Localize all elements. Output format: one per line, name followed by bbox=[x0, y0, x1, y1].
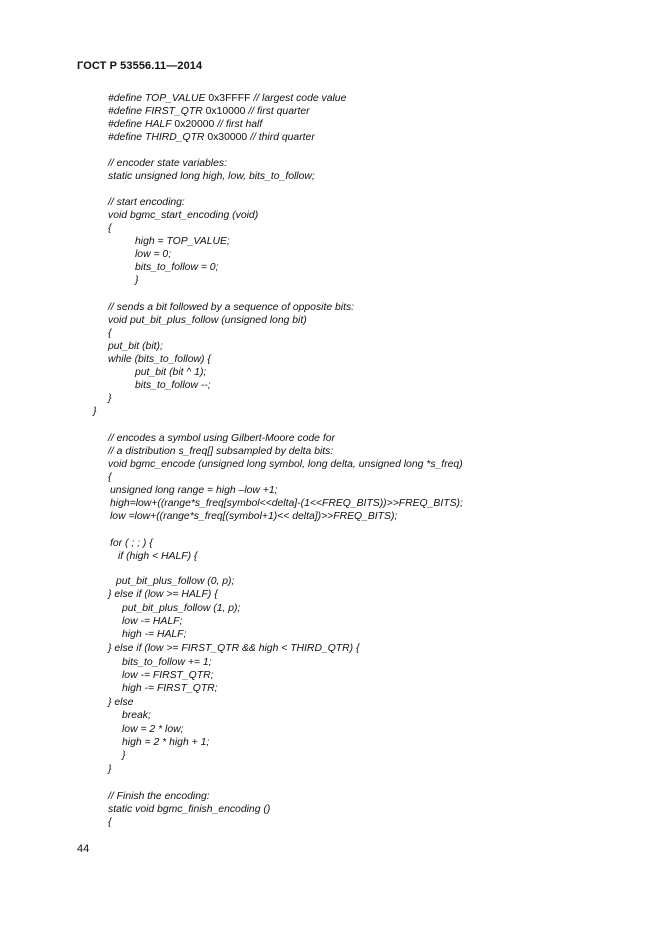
code-line bbox=[108, 327, 111, 340]
code-line bbox=[108, 763, 111, 776]
code-segment: void bgmc_encode (unsigned long symbol, long delta, unsigned long *s_freq) bbox=[108, 459, 463, 470]
code-line bbox=[116, 575, 234, 588]
code-line bbox=[122, 628, 186, 641]
code-line bbox=[122, 669, 214, 682]
code-line bbox=[110, 537, 153, 550]
code-line bbox=[108, 790, 210, 803]
code-line bbox=[122, 656, 212, 669]
code-segment: put_bit (bit); bbox=[108, 341, 163, 352]
code-segment: low -= FIRST_QTR; bbox=[122, 670, 214, 681]
code-segment: // largest code value bbox=[253, 93, 347, 104]
code-segment: // first quarter bbox=[248, 106, 310, 117]
code-segment: high -= FIRST_QTR; bbox=[122, 683, 218, 694]
code-segment: bits_to_follow += 1; bbox=[122, 657, 212, 668]
code-line bbox=[108, 432, 335, 445]
code-segment: 0x30000 bbox=[204, 132, 251, 143]
code-segment: // encodes a symbol using Gilbert-Moore code for bbox=[108, 433, 335, 444]
code-line bbox=[108, 196, 185, 209]
code-line bbox=[135, 248, 171, 261]
code-line bbox=[122, 723, 184, 736]
code-line bbox=[118, 550, 197, 563]
code-line bbox=[108, 118, 262, 131]
code-line bbox=[108, 157, 227, 170]
code-segment: static void bgmc_finish_encoding () bbox=[108, 804, 271, 815]
code-line bbox=[135, 261, 218, 274]
page-number: 44 bbox=[77, 843, 90, 855]
code-segment: low = 0; bbox=[135, 249, 172, 260]
code-segment: break; bbox=[122, 710, 151, 721]
code-line bbox=[108, 696, 133, 709]
code-segment: low -= HALF; bbox=[122, 616, 183, 627]
code-segment: high = 2 * high + 1; bbox=[122, 737, 210, 748]
code-line bbox=[122, 615, 182, 628]
code-segment: // a distribution s_freq[] subsampled by delta bits: bbox=[108, 446, 334, 457]
code-segment: while (bits_to_follow) { bbox=[108, 354, 211, 365]
code-segment: 0x20000 bbox=[171, 119, 218, 130]
code-segment: static unsigned long high, low, bits_to_follow; bbox=[108, 171, 315, 182]
code-segment: // encoder state variables: bbox=[108, 158, 227, 169]
code-line bbox=[108, 803, 270, 816]
code-line bbox=[108, 301, 354, 314]
code-segment: bits_to_follow --; bbox=[135, 380, 211, 391]
code-line bbox=[135, 274, 138, 287]
code-segment: low =low+((range*s_freq[(symbol+1)<< delta])>>FREQ_BITS); bbox=[110, 511, 398, 522]
code-segment: if (high < HALF) { bbox=[118, 551, 198, 562]
code-line bbox=[110, 510, 397, 523]
code-segment: #define bbox=[108, 93, 145, 104]
code-line bbox=[122, 749, 125, 762]
code-segment: } bbox=[135, 275, 139, 286]
code-segment: high=low+((range*s_freq[symbol<<delta]-(1<<FREQ_BITS))>>FREQ_BITS); bbox=[110, 498, 463, 509]
code-segment: put_bit (bit ^ 1); bbox=[135, 367, 207, 378]
code-segment: for ( ; ; ) { bbox=[110, 538, 153, 549]
code-segment: } bbox=[108, 393, 112, 404]
code-line bbox=[108, 816, 111, 829]
code-segment: // sends a bit followed by a sequence of opposite bits: bbox=[108, 302, 355, 313]
code-segment: #define THIRD_QTR bbox=[108, 132, 205, 143]
code-line bbox=[135, 235, 230, 248]
code-segment: } else bbox=[108, 697, 134, 708]
code-segment: low = 2 * low; bbox=[122, 724, 184, 735]
code-line bbox=[135, 366, 206, 379]
code-line bbox=[108, 131, 315, 144]
code-line bbox=[110, 484, 278, 497]
code-line bbox=[108, 209, 258, 222]
code-line bbox=[108, 314, 307, 327]
code-segment: TOP_VALUE bbox=[144, 93, 206, 104]
code-line bbox=[135, 379, 211, 392]
code-segment: { bbox=[108, 472, 112, 483]
code-segment: // first half bbox=[217, 119, 263, 130]
code-line bbox=[108, 170, 315, 183]
code-segment: void put_bit_plus_follow (unsigned long bit) bbox=[108, 315, 307, 326]
code-segment: #define FIRST_QTR bbox=[108, 106, 203, 117]
code-line bbox=[108, 92, 346, 105]
code-segment: #define HALF bbox=[108, 119, 172, 130]
code-segment: { bbox=[108, 223, 112, 234]
code-segment: } bbox=[93, 406, 97, 417]
code-line bbox=[122, 736, 209, 749]
code-segment: 0x3FFFF bbox=[205, 93, 254, 104]
code-segment: } else if (low >= HALF) { bbox=[108, 589, 218, 600]
code-segment: { bbox=[108, 817, 112, 828]
code-segment: high = TOP_VALUE; bbox=[135, 236, 230, 247]
code-line bbox=[108, 222, 111, 235]
code-segment: void bgmc_start_encoding (void) bbox=[108, 210, 259, 221]
code-line bbox=[122, 602, 240, 615]
code-segment: 0x10000 bbox=[202, 106, 249, 117]
code-segment: } bbox=[122, 750, 126, 761]
code-line bbox=[122, 709, 151, 722]
code-line bbox=[108, 445, 333, 458]
code-segment: } bbox=[108, 764, 112, 775]
code-segment: bits_to_follow = 0; bbox=[135, 262, 219, 273]
code-segment: unsigned long range = high –low +1; bbox=[110, 485, 278, 496]
code-line bbox=[108, 458, 463, 471]
code-line bbox=[108, 588, 218, 601]
code-segment: { bbox=[108, 328, 112, 339]
code-segment: // Finish the encoding: bbox=[108, 791, 210, 802]
document-header: ГОСТ Р 53556.11—2014 bbox=[77, 60, 203, 72]
code-line bbox=[108, 471, 111, 484]
code-segment: put_bit_plus_follow (0, p); bbox=[116, 576, 235, 587]
code-line bbox=[108, 353, 211, 366]
code-line bbox=[122, 682, 218, 695]
code-segment: high -= HALF; bbox=[122, 629, 187, 640]
code-line bbox=[108, 392, 111, 405]
code-line bbox=[93, 405, 96, 418]
code-line bbox=[108, 642, 359, 655]
code-segment: } else if (low >= FIRST_QTR && high < THIRD_QTR) { bbox=[108, 643, 360, 654]
code-segment: // third quarter bbox=[250, 132, 315, 143]
code-segment: // start encoding: bbox=[108, 197, 185, 208]
code-line bbox=[108, 105, 310, 118]
code-line bbox=[108, 340, 163, 353]
code-line bbox=[110, 497, 463, 510]
code-segment: put_bit_plus_follow (1, p); bbox=[122, 603, 241, 614]
